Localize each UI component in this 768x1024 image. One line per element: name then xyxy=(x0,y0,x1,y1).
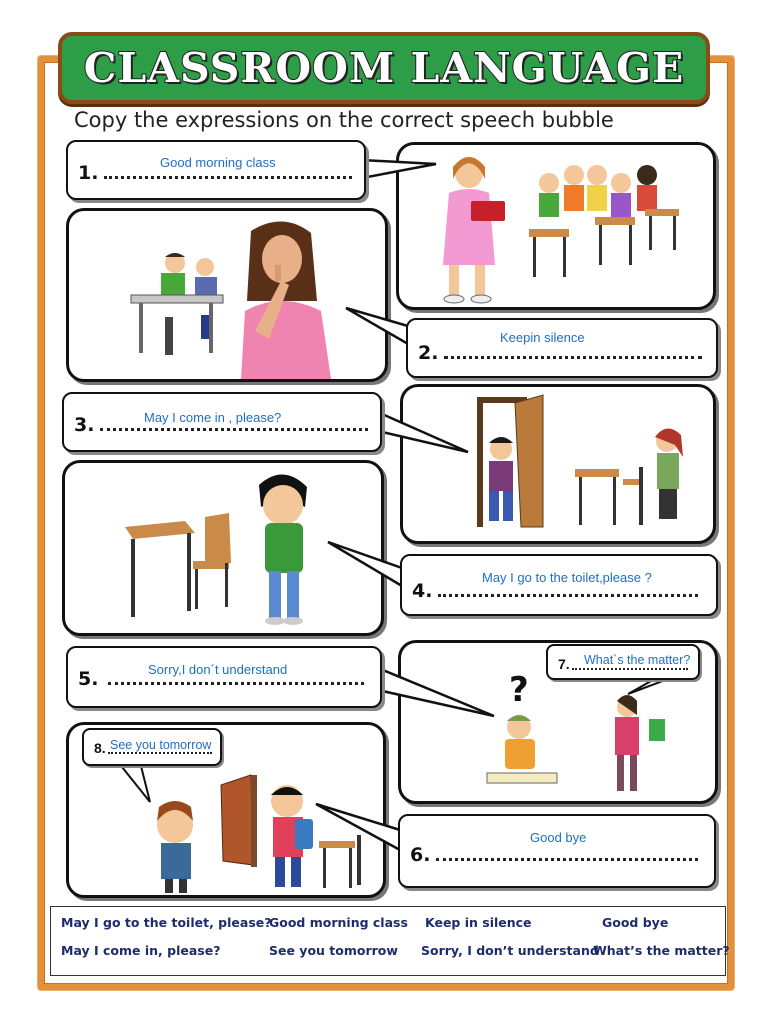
speech-bubble-1 xyxy=(66,140,366,200)
word-bank-item: May I go to the toilet, please? xyxy=(61,915,272,930)
page-title: CLASSROOM LANGUAGE xyxy=(83,44,685,92)
word-bank-item: See you tomorrow xyxy=(269,943,398,958)
bubble-number: 1. xyxy=(78,162,99,184)
word-bank-item: May I come in, please? xyxy=(61,943,221,958)
speech-bubble-5 xyxy=(66,646,382,708)
picture-panel-silence xyxy=(66,208,388,382)
dotted-line xyxy=(100,428,368,431)
bubble-number: 4. xyxy=(412,580,433,602)
bubble-number: 3. xyxy=(74,414,95,436)
word-bank-item: Keep in silence xyxy=(425,915,532,930)
word-bank-item: Good morning class xyxy=(269,915,408,930)
picture-panel-door xyxy=(400,384,716,544)
speech-bubble-7 xyxy=(546,644,700,680)
bubble-number: 6. xyxy=(410,844,431,866)
svg-text:?: ? xyxy=(509,670,529,710)
speech-bubble-6 xyxy=(398,814,716,888)
answer-field[interactable]: May I come in , please? xyxy=(144,410,282,425)
picture-panel-teacher-class xyxy=(396,142,716,310)
word-bank-item: What’s the matter? xyxy=(593,943,730,958)
student-at-door-illustration xyxy=(403,387,713,541)
word-bank-item: Sorry, I don’t understand xyxy=(421,943,599,958)
dotted-line xyxy=(436,858,698,861)
answer-field[interactable]: See you tomorrow xyxy=(110,738,212,752)
bubble-number: 8. xyxy=(94,740,106,756)
speech-bubble-4 xyxy=(400,554,718,616)
dotted-line xyxy=(438,594,698,597)
teacher-greeting-class-illustration xyxy=(399,145,713,307)
bubble-number: 2. xyxy=(418,342,439,364)
dotted-line xyxy=(108,752,212,754)
bubble-number: 7. xyxy=(558,656,570,672)
answer-field[interactable]: Good bye xyxy=(530,830,587,845)
speech-bubble-8 xyxy=(82,728,222,766)
boy-needs-toilet-illustration xyxy=(65,463,381,633)
dotted-line xyxy=(108,682,364,685)
dotted-line xyxy=(104,176,352,179)
answer-field[interactable]: Sorry,I don´t understand xyxy=(148,662,288,677)
word-bank xyxy=(50,906,730,976)
instructions: Copy the expressions on the correct speech bubble xyxy=(74,108,614,132)
dotted-line xyxy=(444,356,702,359)
speech-bubble-2 xyxy=(406,318,718,378)
title-banner xyxy=(58,32,710,104)
answer-field[interactable]: Keepin silence xyxy=(500,330,585,345)
picture-panel-toilet xyxy=(62,460,384,636)
answer-field[interactable]: May I go to the toilet,please ? xyxy=(482,570,652,585)
word-bank-item: Good bye xyxy=(602,915,669,930)
bubble-number: 5. xyxy=(78,668,99,690)
dotted-line xyxy=(572,668,688,670)
speech-bubble-3 xyxy=(62,392,382,452)
answer-field[interactable]: Good morning class xyxy=(160,155,276,170)
answer-field[interactable]: What`s the matter? xyxy=(584,653,691,667)
silence-gesture-illustration xyxy=(69,211,385,379)
